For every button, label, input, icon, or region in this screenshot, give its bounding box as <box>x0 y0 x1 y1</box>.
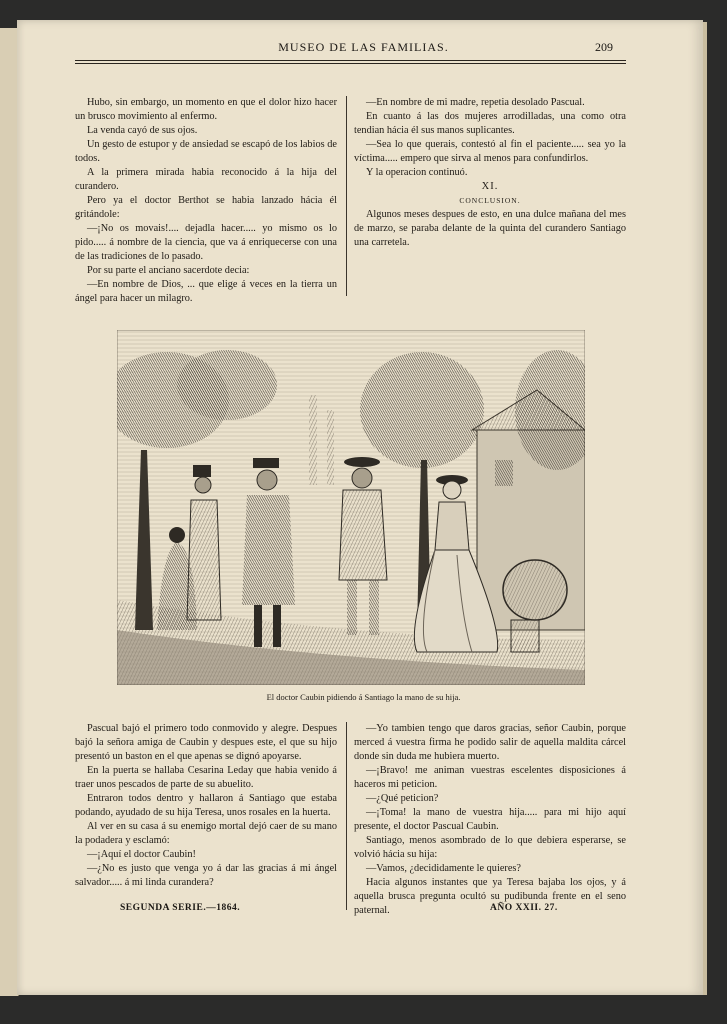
paragraph: Y la operacion continuó. <box>366 167 468 178</box>
column-divider-lower <box>346 722 347 910</box>
upper-right-column <box>354 96 626 250</box>
paragraph: A la primera mirada habia reconocido á la hija del curandero. <box>75 167 337 192</box>
running-header-title: MUSEO DE LAS FAMILIAS. <box>278 40 449 54</box>
upper-left-column <box>75 96 337 306</box>
paragraph: —¡Bravo! me animan vuestras escelentes disposiciones á haceros mi peticion. <box>354 765 626 790</box>
lower-left-column <box>75 722 337 890</box>
paragraph: —Vamos, ¿decididamente le quieres? <box>366 863 521 874</box>
tree-foliage-middle <box>360 352 484 468</box>
paragraph: Algunos meses despues de esto, en una dulce mañana del mes de marzo, se paraba delante de la quinta del curandero Santiago una carretela. <box>354 209 626 248</box>
paragraph: —En nombre de Dios, ... que elige á veces en la tierra un ángel para hacer un milagro. <box>75 279 337 304</box>
lower-right-column <box>354 722 626 918</box>
paragraph: Entraron todos dentro y hallaron á Santiago que estaba podando, ayudado de su hija Teresa, unos rosales en la huerta. <box>75 793 337 818</box>
column-divider-upper <box>346 96 347 296</box>
paragraph: Pero ya el doctor Berthot se habia lanzado hácia él gritándole: <box>75 195 337 220</box>
header-rule <box>75 60 626 61</box>
paragraph: Un gesto de estupor y de ansiedad se escapó de los labios de todos. <box>75 139 337 164</box>
paragraph: —¿No es justo que venga yo á dar las gracias á mi ángel salvador..... á mi linda curandera? <box>75 863 337 888</box>
header-rule-thin <box>75 63 626 64</box>
paragraph: En la puerta se hallaba Cesarina Leday que habia venido á traer unos pescados de parte de su abuelito. <box>75 765 337 790</box>
watering-can <box>511 620 539 652</box>
paragraph: —¿Qué peticion? <box>366 793 439 804</box>
paragraph: Santiago, menos asombrado de lo que debiera esperarse, se volvió hácia su hija: <box>354 835 626 860</box>
page-edge <box>703 22 707 995</box>
paragraph: —En nombre de mi madre, repetia desolado Pascual. <box>366 97 585 108</box>
paragraph: La venda cayó de sus ojos. <box>87 125 198 136</box>
page-number: 209 <box>595 40 613 54</box>
chapter-title: CONCLUSION. <box>459 196 521 205</box>
paragraph: —¡Toma! la mano de vuestra hija..... para mi hijo aquí presente, el doctor Pascual Caubin. <box>354 807 626 832</box>
house-window <box>495 460 513 486</box>
paragraph: En cuanto á las dos mujeres arrodilladas, una como otra tendian hácia él sus manos suplicantes. <box>354 111 626 136</box>
barrel <box>503 560 567 620</box>
paragraph: —¡No os movais!.... dejadla hacer..... yo mismo os lo pido..... á nombre de la ciencia, que va á enriquecerse con una de las tradiciones de lo pasado. <box>75 223 337 262</box>
engraving-illustration <box>117 330 585 685</box>
paragraph: Hacia algunos instantes que ya Teresa bajaba los ojos, y á aquella brusca pregunta ocultó su pudibunda frente en el seno paternal. <box>354 877 626 916</box>
paragraph: Hubo, sin embargo, un momento en que el dolor hizo hacer un brusco movimiento al enfermo. <box>75 97 337 122</box>
illustration-caption: El doctor Caubin pidiendo á Santiago la mano de su hija. <box>266 692 461 702</box>
distant-tower <box>309 395 317 485</box>
footer-series: SEGUNDA SERIE.—1864. <box>120 903 241 913</box>
paragraph: —¡Aquí el doctor Caubin! <box>87 849 196 860</box>
paragraph: Por su parte el anciano sacerdote decia: <box>87 265 250 276</box>
paragraph: Al ver en su casa á su enemigo mortal dejó caer de su mano la podadera y esclamó: <box>75 821 337 846</box>
paragraph: —Sea lo que querais, contestó al fin el paciente..... sea yo la víctima..... empero que sirva al menos para confundirlos. <box>354 139 626 164</box>
chapter-number: XI. <box>481 181 499 192</box>
footer-year-volume: AÑO XXII. 27. <box>490 903 558 913</box>
paragraph: —Yo tambien tengo que daros gracias, señor Caubin, porque merced á vuestra firma he podido salir de aquella maldita cárcel donde sin duda me hubiera muerto. <box>354 723 626 762</box>
paragraph: Pascual bajó el primero todo conmovido y alegre. Despues bajó la señora amiga de Caubin y despues este, el que su hijo presentó un baston en el que apenas se dignó apoyarse. <box>75 723 337 762</box>
